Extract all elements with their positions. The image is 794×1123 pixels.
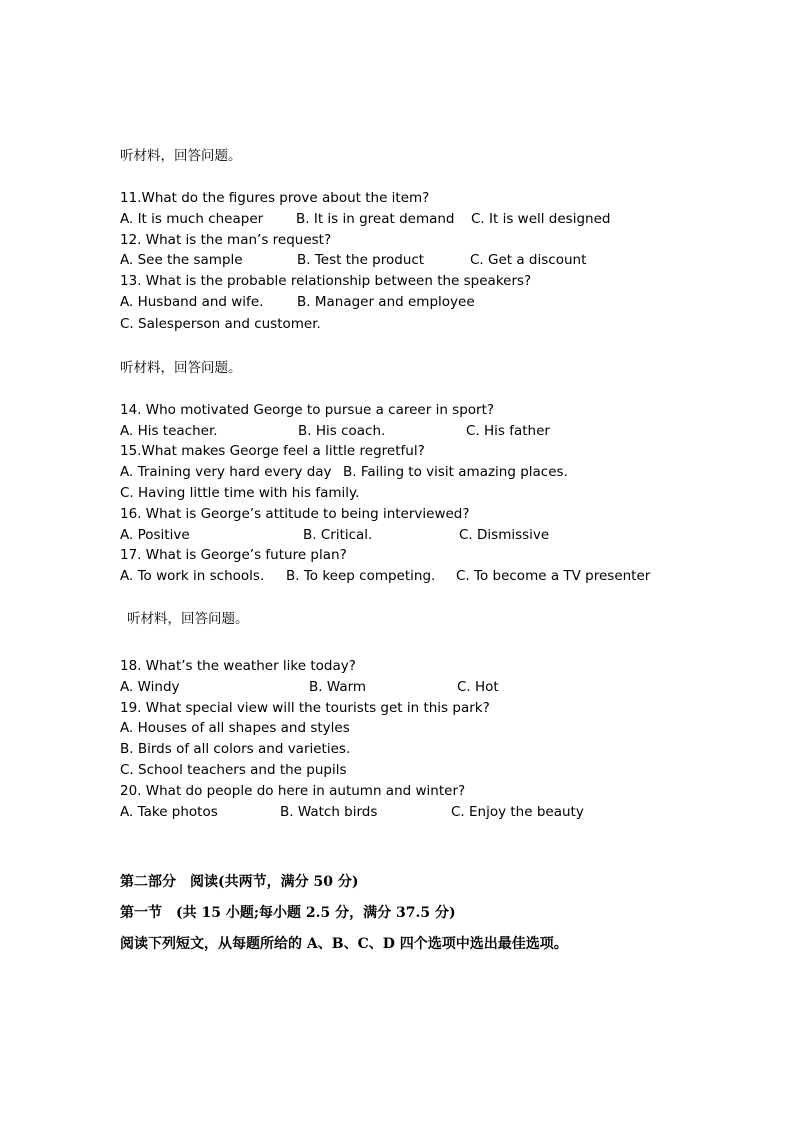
question-12: 12. What is the man’s request? bbox=[120, 232, 332, 248]
option-c: C. School teachers and the pupils bbox=[120, 762, 347, 778]
part-title: 第二部分 阅读(共两节，满分 50 分) bbox=[120, 874, 359, 890]
question-18: 18. What’s the weather like today? bbox=[120, 658, 356, 674]
options-13 bbox=[0, 292, 794, 313]
options-20 bbox=[0, 802, 794, 823]
option-c: C. Dismissive bbox=[459, 527, 550, 543]
option-a: A. Husband and wife. bbox=[120, 294, 264, 310]
option-a: A. Positive bbox=[120, 527, 190, 543]
question-13: 13. What is the probable relationship between the speakers? bbox=[120, 273, 532, 289]
options-11 bbox=[0, 209, 794, 230]
options-15 bbox=[0, 462, 794, 483]
option-b: B. Birds of all colors and varieties. bbox=[120, 741, 351, 757]
section-heading: 听材料，回答问题。 bbox=[120, 148, 242, 164]
section-heading: 听材料，回答问题。 bbox=[120, 360, 242, 376]
question-11: 11.What do the figures prove about the item? bbox=[120, 190, 430, 206]
option-c: C. Enjoy the beauty bbox=[451, 804, 584, 820]
option-c: C. Salesperson and customer. bbox=[120, 316, 321, 332]
option-c: C. It is well designed bbox=[471, 211, 611, 227]
option-a: A. See the sample bbox=[120, 252, 243, 268]
question-14: 14. Who motivated George to pursue a career in sport? bbox=[120, 402, 495, 418]
option-b: B. Warm bbox=[309, 679, 367, 695]
option-b: B. Failing to visit amazing places. bbox=[343, 464, 568, 480]
option-c: C. Hot bbox=[457, 679, 499, 695]
reading-instruction: 阅读下列短文，从每题所给的 A、B、C、D 四个选项中选出最佳选项。 bbox=[120, 936, 568, 952]
option-c: C. Get a discount bbox=[470, 252, 587, 268]
option-c: C. To become a TV presenter bbox=[456, 568, 651, 584]
section-heading: 听材料，回答问题。 bbox=[127, 611, 249, 627]
option-b: B. Watch birds bbox=[280, 804, 378, 820]
option-b: B. To keep competing. bbox=[286, 568, 436, 584]
question-16: 16. What is George’s attitude to being interviewed? bbox=[120, 506, 470, 522]
option-c: C. His father bbox=[466, 423, 550, 439]
options-12 bbox=[0, 250, 794, 271]
options-17 bbox=[0, 566, 794, 587]
option-b: B. His coach. bbox=[298, 423, 386, 439]
option-a: A. Windy bbox=[120, 679, 180, 695]
option-c: C. Having little time with his family. bbox=[120, 485, 360, 501]
option-a: A. Houses of all shapes and styles bbox=[120, 720, 350, 736]
option-a: A. Training very hard every day bbox=[120, 464, 332, 480]
option-a: A. To work in schools. bbox=[120, 568, 265, 584]
option-a: A. Take photos bbox=[120, 804, 218, 820]
question-19: 19. What special view will the tourists get in this park? bbox=[120, 700, 490, 716]
option-b: B. It is in great demand bbox=[296, 211, 455, 227]
option-a: A. His teacher. bbox=[120, 423, 218, 439]
option-b: B. Test the product bbox=[297, 252, 425, 268]
question-15: 15.What makes George feel a little regretful? bbox=[120, 443, 425, 459]
question-17: 17. What is George’s future plan? bbox=[120, 547, 347, 563]
option-b: B. Critical. bbox=[303, 527, 373, 543]
section-subtitle: 第一节 (共 15 小题;每小题 2.5 分，满分 37.5 分) bbox=[120, 905, 456, 921]
options-16 bbox=[0, 525, 794, 546]
options-18 bbox=[0, 677, 794, 698]
option-b: B. Manager and employee bbox=[297, 294, 475, 310]
question-20: 20. What do people do here in autumn and winter? bbox=[120, 783, 466, 799]
options-14 bbox=[0, 421, 794, 442]
option-a: A. It is much cheaper bbox=[120, 211, 264, 227]
